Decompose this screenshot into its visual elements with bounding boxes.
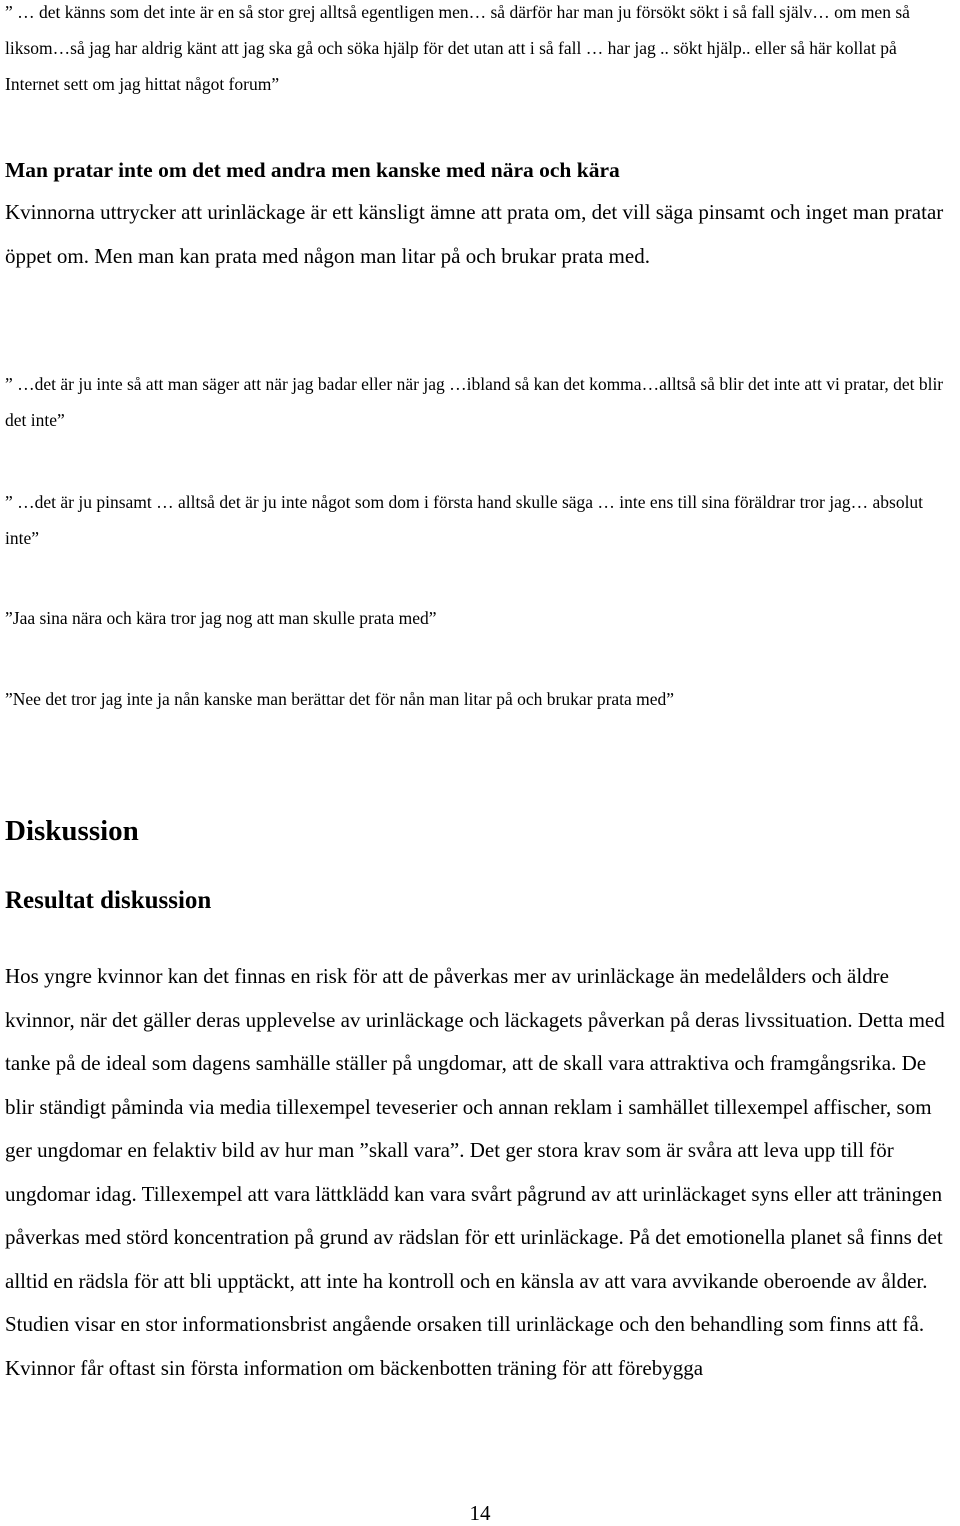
page-number: 14 bbox=[469, 1501, 491, 1525]
section-subheading: Man pratar inte om det med andra men kanske med nära och kära bbox=[5, 158, 620, 182]
heading-discussion: Diskussion bbox=[5, 815, 139, 847]
subheading-paragraph: Kvinnorna uttrycker att urinläckage är ett känsligt ämne att prata om, det vill säga pinsamt och inget man pratar öppet om. Men man kan prata med någon man litar på och brukar prata med. bbox=[5, 200, 944, 268]
heading-result-discussion: Resultat diskussion bbox=[5, 887, 212, 914]
interview-quote-3: ”Jaa sina nära och kära tror jag nog att man skulle prata med” bbox=[5, 608, 437, 628]
interview-quote-2: ” …det är ju pinsamt … alltså det är ju inte något som dom i första hand skulle säga … inte ens till sina föräldrar tror jag… absolut inte” bbox=[5, 492, 924, 548]
interview-quote-top: ” … det känns som det inte är en så stor grej alltså egentligen men… så därför har man ju försökt sökt i så fall själv… om men så liksom…så jag har aldrig känt att jag ska gå och söka hjälp för det utan att i så fall … har jag .. sökt hjälp.. eller så här kollat på Internet sett om jag hittat något forum” bbox=[5, 2, 910, 94]
interview-quote-4: ”Nee det tror jag inte ja nån kanske man berättar det för nån man litar på och brukar prata med” bbox=[5, 689, 675, 709]
interview-quote-1: ” …det är ju inte så att man säger att när jag badar eller när jag …ibland så kan det komma…alltså så blir det inte att vi pratar, det blir det inte” bbox=[5, 374, 944, 430]
discussion-paragraph: Hos yngre kvinnor kan det finnas en risk för att de påverkas mer av urinläckage än medelålders och äldre kvinnor, när det gäller deras upplevelse av urinläckage och läckagets påverkan på deras livssituation. Detta med tanke på de ideal som dagens samhälle ställer på ungdomar, att de skall vara attraktiva och framgångsrika. De blir ständigt påminda via media tillexempel teveserier och annan reklam i samhället tillexempel affischer, som ger ungdomar en felaktiv bild av hur man ”skall vara”. Det ger stora krav som är svåra att leva upp till för ungdomar idag. Tillexempel att vara lättklädd kan vara svårt pågrund av att urinläckaget syns eller att träningen påverkas med störd koncentration på grund av rädslan för ett urinläckage. På det emotionella planet så finns det alltid en rädsla för att bli upptäckt, att inte ha kontroll och en känsla av att vara avvikande oberoende av ålder. Studien visar en stor informationsbrist angående orsaken till urinläckage och den behandling som finns att få. Kvinnor får oftast sin första information om bäckenbotten träning för att förebygga bbox=[5, 964, 945, 1380]
